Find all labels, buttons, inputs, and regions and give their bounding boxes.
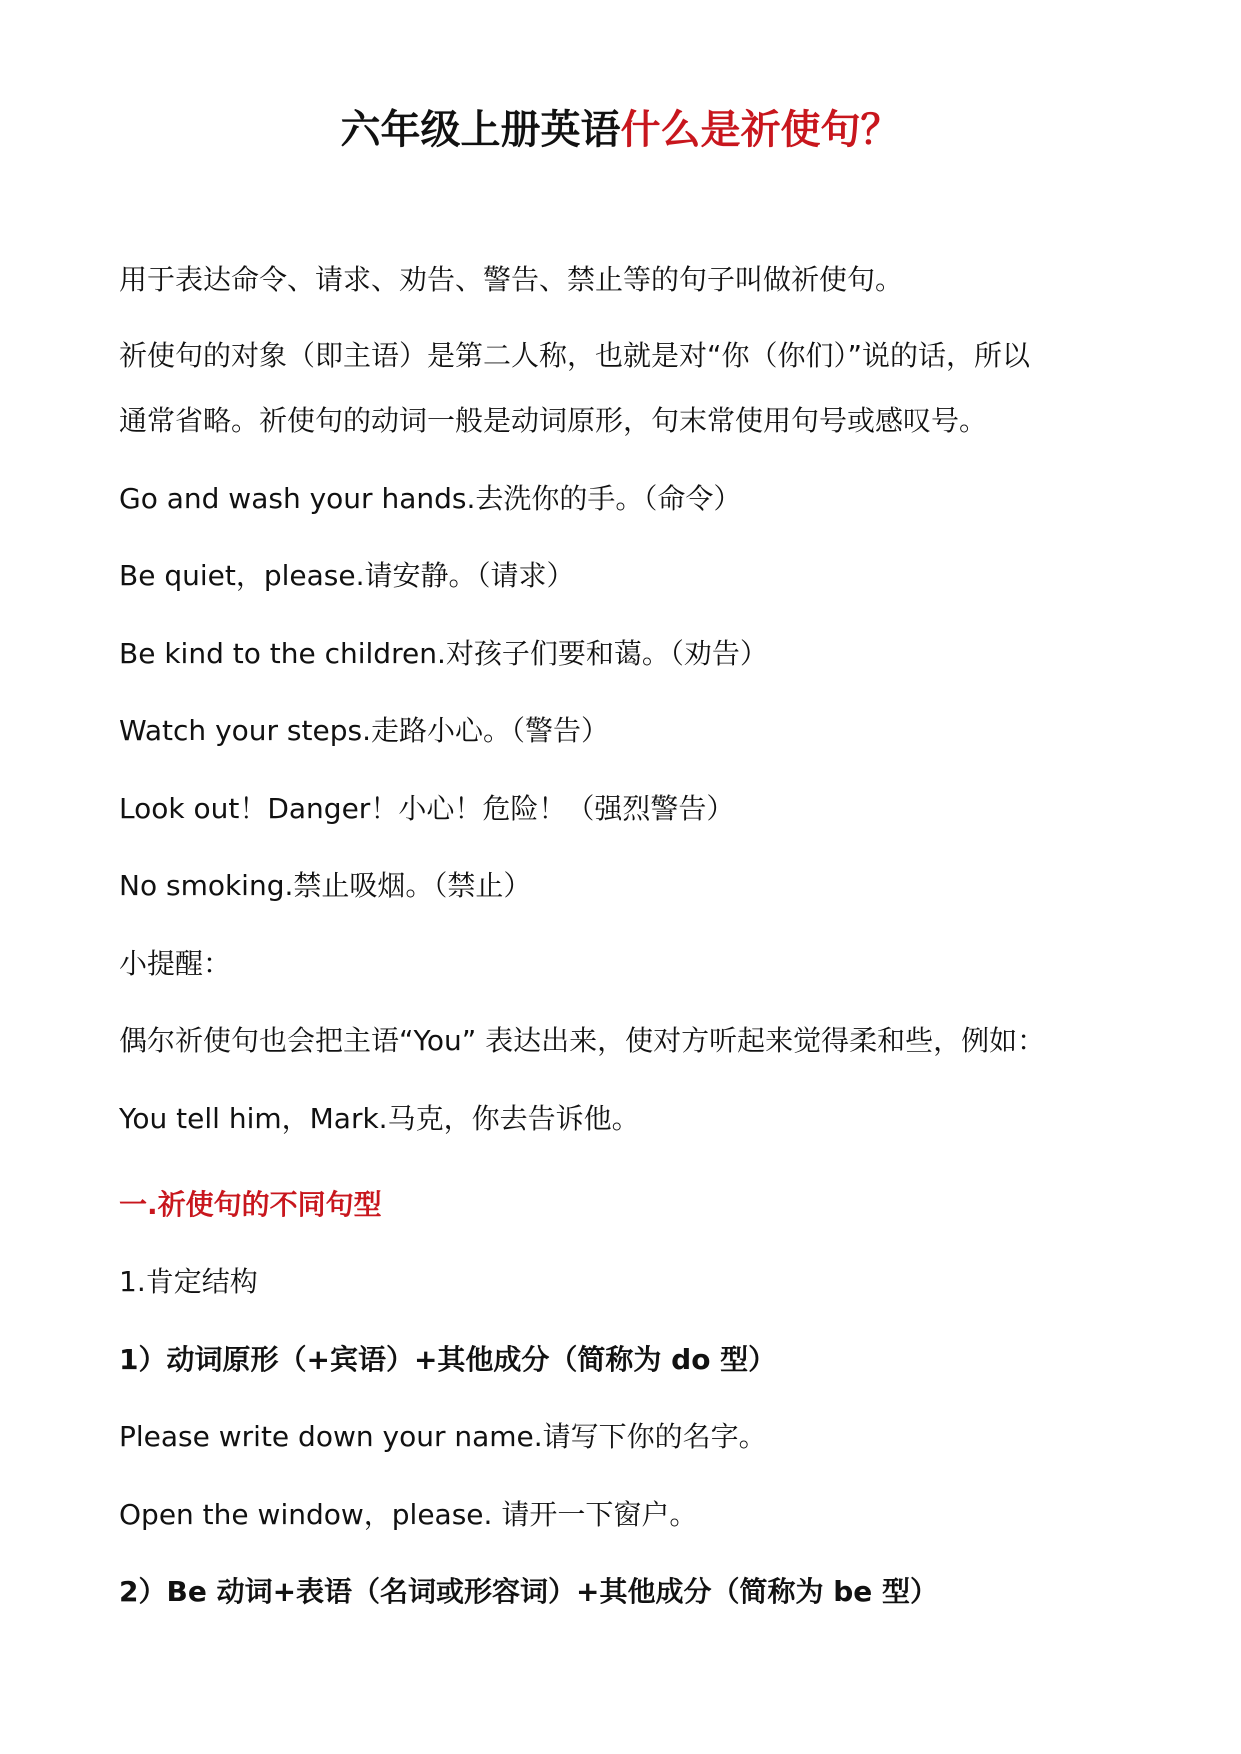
pattern-be-type: 2）Be 动词+表语（名词或形容词）+其他成分（简称为 be 型） [119, 1575, 939, 1608]
example-warning: Watch your steps.走路小心。（警告） [119, 714, 609, 747]
example-open-window: Open the window，please. 请开一下窗户。 [119, 1498, 698, 1531]
paragraph-subject-1: 祈使句的对象（即主语）是第二人称，也就是对“你（你们）”说的话，所以 [119, 339, 1031, 372]
subsection-affirmative: 1.肯定结构 [119, 1265, 258, 1298]
title-part-2-highlight: 什么是祈使句？ [620, 107, 901, 153]
tip-example: You tell him，Mark.马克，你去告诉他。 [119, 1102, 640, 1135]
pattern-do-type: 1）动词原形（+宾语）+其他成分（简称为 do 型） [119, 1343, 777, 1376]
paragraph-subject-2: 通常省略。祈使句的动词一般是动词原形，句末常使用句号或感叹号。 [119, 404, 988, 437]
example-prohibition: No smoking.禁止吸烟。（禁止） [119, 869, 532, 902]
tip-text: 偶尔祈使句也会把主语“You” 表达出来，使对方听起来觉得柔和些，例如： [119, 1024, 1046, 1057]
document-title [0, 100, 1241, 160]
example-write-name: Please write down your name.请写下你的名字。 [119, 1420, 767, 1453]
section-heading: 一.祈使句的不同句型 [119, 1188, 382, 1221]
example-request: Be quiet，please.请安静。（请求） [119, 559, 575, 592]
paragraph-definition: 用于表达命令、请求、劝告、警告、禁止等的句子叫做祈使句。 [119, 263, 904, 296]
tip-heading: 小提醒： [119, 947, 232, 980]
title-part-1: 六年级上册英语 [340, 107, 621, 153]
example-strong-warning: Look out！Danger！小心！危险！（强烈警告） [119, 792, 735, 825]
example-advice: Be kind to the children.对孩子们要和蔼。（劝告） [119, 637, 768, 670]
example-command: Go and wash your hands.去洗你的手。（命令） [119, 482, 742, 515]
